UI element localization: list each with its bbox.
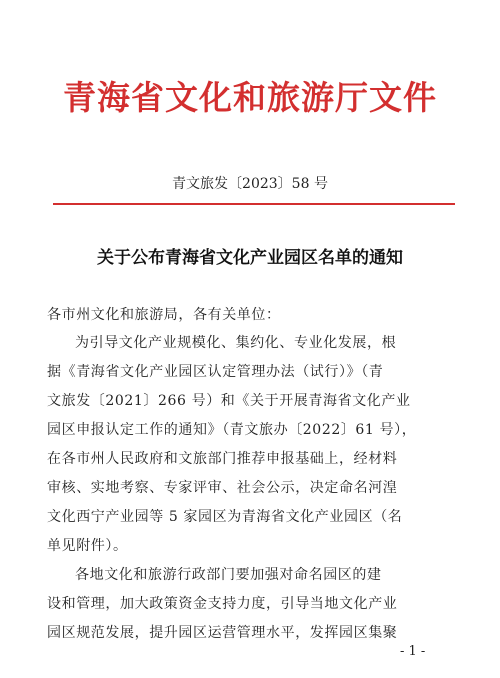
paragraph1-line: 园区申报认定工作的通知》（青文旅办〔2022〕61 号）， (47, 422, 417, 438)
masthead-title: 青海省文化和旅游厅文件 (63, 78, 437, 117)
paragraph1-line: 为引导文化产业规模化、集约化、专业化发展，根 (75, 335, 397, 351)
notice-title: 关于公布青海省文化产业园区名单的通知 (97, 248, 403, 268)
paragraph1-line: 文化西宁产业园等 5 家园区为青海省文化产业园区（名 (47, 509, 403, 525)
salutation: 各市州文化和旅游局，各有关单位： (47, 307, 281, 323)
paragraph2-line: 设和管理，加大政策资金支持力度，引导当地文化产业 (47, 596, 398, 612)
paragraph1-line: 审核、实地考察、专家评审、社会公示，决定命名河湟 (47, 480, 398, 496)
red-separator-line (53, 203, 455, 205)
document-number: 青文旅发〔2023〕58 号 (172, 176, 328, 192)
paragraph2-line: 园区规范发展，提升园区运营管理水平，发挥园区集聚 (47, 625, 398, 641)
page-number: - 1 - (400, 644, 426, 659)
paragraph1-line: 文旅发〔2021〕266 号）和《关于开展青海省文化产业 (47, 393, 411, 409)
paragraph1-line: 单见附件）。 (47, 538, 128, 554)
paragraph1-line: 在各市州人民政府和文旅部门推荐申报基础上，经材料 (47, 451, 398, 467)
paragraph1-line: 据《青海省文化产业园区认定管理办法（试行）》（青 (47, 364, 384, 380)
paragraph2-line: 各地文化和旅游行政部门要加强对命名园区的建 (75, 567, 382, 583)
